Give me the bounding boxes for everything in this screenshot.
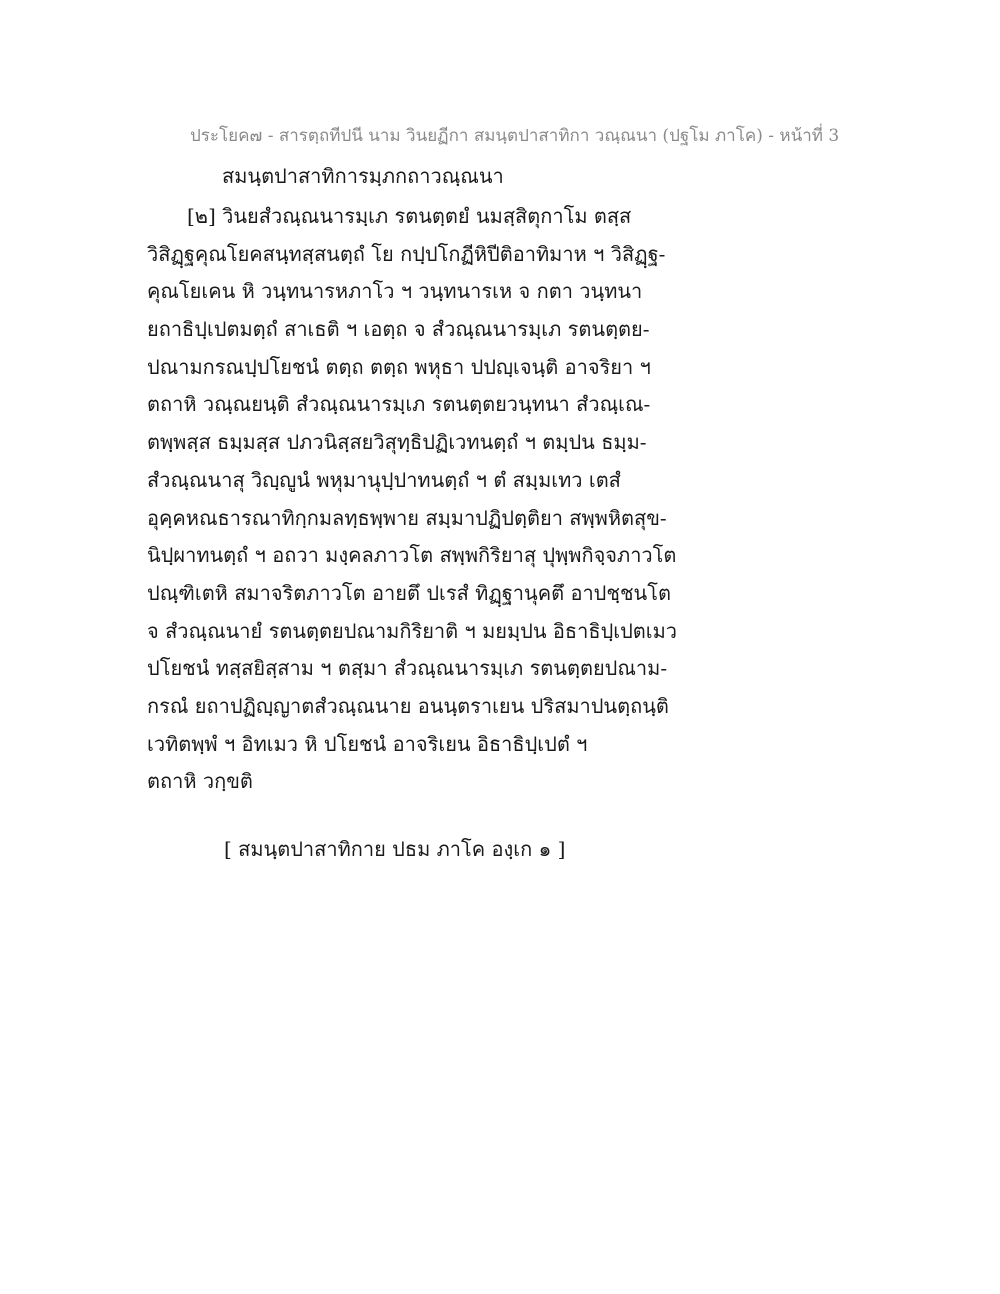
text-line: ตถาหิ วกฺขติ	[147, 769, 253, 794]
text-line: ปณามกรณปฺปโยชนํ ตตฺถ ตตฺถ พหุธา ปปญฺเจนฺติ อาจริยา ฯ	[147, 354, 651, 379]
text-line: วิสิฏฺฐคุณโยคสนฺทสฺสนตฺถํ โย กปฺปโกฏีหิปีติอาทิมาห ฯ วิสิฏฺฐ-	[147, 241, 666, 266]
text-line: ปโยชนํ ทสฺสยิสฺสาม ฯ ตสฺมา สํวณฺณนารมฺเภ รตนตฺตยปณาม-	[147, 656, 668, 681]
text-line: กรณํ ยถาปฏิญฺญาตสํวณฺณนาย อนนฺตราเยน ปริสมาปนตฺถนฺติ	[147, 693, 669, 718]
text-line: อุคฺคหณธารณาทิกฺกมลทฺธพฺพาย สมฺมาปฏิปตฺติยา สพฺพหิตสุข-	[147, 505, 667, 530]
text-line: ตพฺพสฺส ธมฺมสฺส ปภวนิสฺสยวิสุทฺธิปฏิเวทนตฺถํ ฯ ตมฺปน ธมฺม-	[147, 430, 647, 455]
text-line: ตถาหิ วณฺณยนฺติ สํวณฺณนารมฺเภ รตนตฺตยวนฺทนา สํวณฺเณ-	[147, 392, 651, 417]
text-line: ปณฺฑิเตหิ สมาจริตภาวโต อายตึ ปเรสํ ทิฏฺฐานุคตึ อาปชฺชนโต	[147, 580, 671, 605]
text-line: นิปฺผาทนตฺถํ ฯ อถวา มงฺคลภาวโต สพฺพกิริยาสุ ปุพฺพกิจฺจภาวโต	[147, 543, 677, 568]
page-header: ประโยค๗ - สารตฺถทีปนี นาม วินยฏีกา สมนฺตปาสาทิกา วณฺณนา (ปฐโม ภาโค) - หน้าที่ 3	[190, 126, 840, 146]
source-reference: [ สมนฺตปาสาทิกาย ปธม ภาโค องฺเก ๑ ]	[224, 837, 566, 861]
text-line: คุณโยเคน หิ วนฺทนารหภาโว ฯ วนฺทนารเห จ กตา วนฺทนา	[147, 279, 643, 304]
body-text	[147, 198, 707, 801]
text-line: จ สํวณฺณนายํ รตนตฺตยปณามกิริยาติ ฯ มยมฺปน อิธาธิปฺเปตเมว	[147, 618, 678, 643]
text-line: ยถาธิปฺเปตมตฺถํ สาเธติ ฯ เอตฺถ จ สํวณฺณนารมฺเภ รตนตฺตย-	[147, 317, 650, 342]
section-title: สมนฺตปาสาทิการมฺภกถาวณฺณนา	[222, 164, 504, 188]
text-line: สํวณฺณนาสุ วิญฺญูนํ พหุมานุปฺปาทนตฺถํ ฯ ตํ สมฺมเทว เตสํ	[147, 467, 621, 492]
text-line: [๒] วินยสํวณฺณนารมฺเภ รตนตฺตยํ นมสฺสิตุกาโม ตสฺส	[187, 204, 632, 228]
text-line: เวทิตพฺพํ ฯ อิทเมว หิ ปโยชนํ อาจริเยน อิธาธิปฺเปตํ ฯ	[147, 731, 588, 756]
